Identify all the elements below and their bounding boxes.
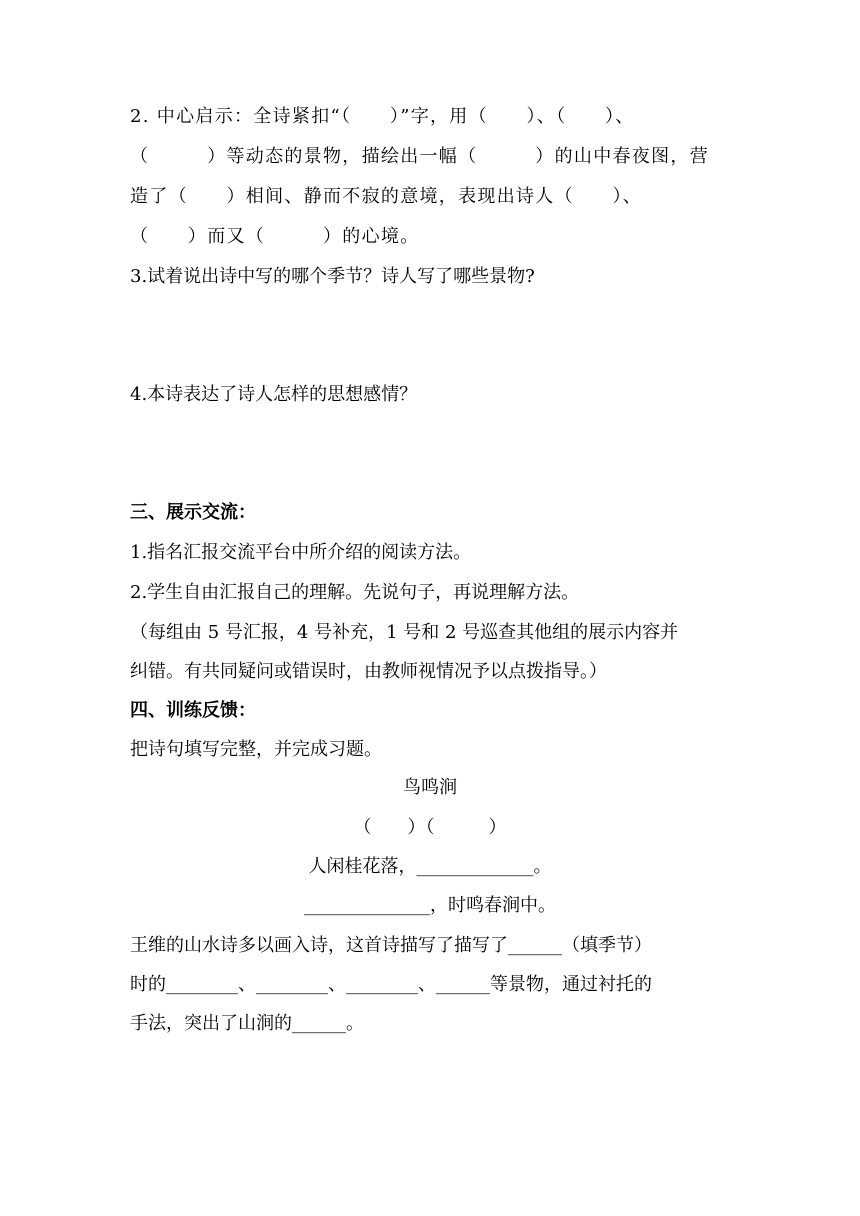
question-2-line-1: 2. 中心启示：全诗紧扣“（ ）”字，用（ ）、（ ）、: [130, 106, 635, 127]
question-4: 4.本诗表达了诗人怎样的思想感情？: [130, 384, 418, 405]
section-3-heading: 三、展示交流：: [130, 502, 256, 523]
poem-author-blanks: （ ）（ ）: [353, 817, 507, 838]
question-3: 3.试着说出诗中写的哪个季节？诗人写了哪些景物?: [130, 266, 535, 287]
section-3-item: 1.指名汇报交流平台中所介绍的阅读方法。: [130, 542, 472, 563]
exercise-line-3: 手法，突出了山涧的______。: [130, 1013, 364, 1034]
question-2-line-3: 造了（ ）相间、静而不寂的意境，表现出诗人（ ）、: [130, 186, 643, 207]
poem-line-2: ______________，时鸣春涧中。: [304, 895, 556, 916]
question-2-line-2: （ ）等动态的景物，描绘出一幅（ ）的山中春夜图，营: [130, 146, 709, 167]
section-3-note-line-1: （每组由 5 号汇报，4 号补充，1 号和 2 号巡查其他组的展示内容并: [130, 622, 679, 643]
poem-title: 鸟鸣涧: [403, 777, 457, 798]
exercise-line-2: 时的________、________、________、______等景物，通过衬托的: [130, 974, 652, 995]
poem-line-1: 人闲桂花落，_____________。: [308, 856, 552, 877]
section-3-note-line-2: 纠错。有共同疑问或错误时，由教师视情况予以点拨指导。）: [130, 661, 607, 682]
question-2-line-4: （ ）而又（ ）的心境。: [130, 226, 420, 247]
exercise-line-1: 王维的山水诗多以画入诗，这首诗描写了描写了______（填季节）: [130, 935, 652, 956]
section-3-item: 2.学生自由汇报自己的理解。先说句子，再说理解方法。: [130, 582, 580, 603]
section-4-heading: 四、训练反馈：: [130, 700, 256, 721]
section-4-instruction: 把诗句填写完整，并完成习题。: [130, 739, 382, 760]
